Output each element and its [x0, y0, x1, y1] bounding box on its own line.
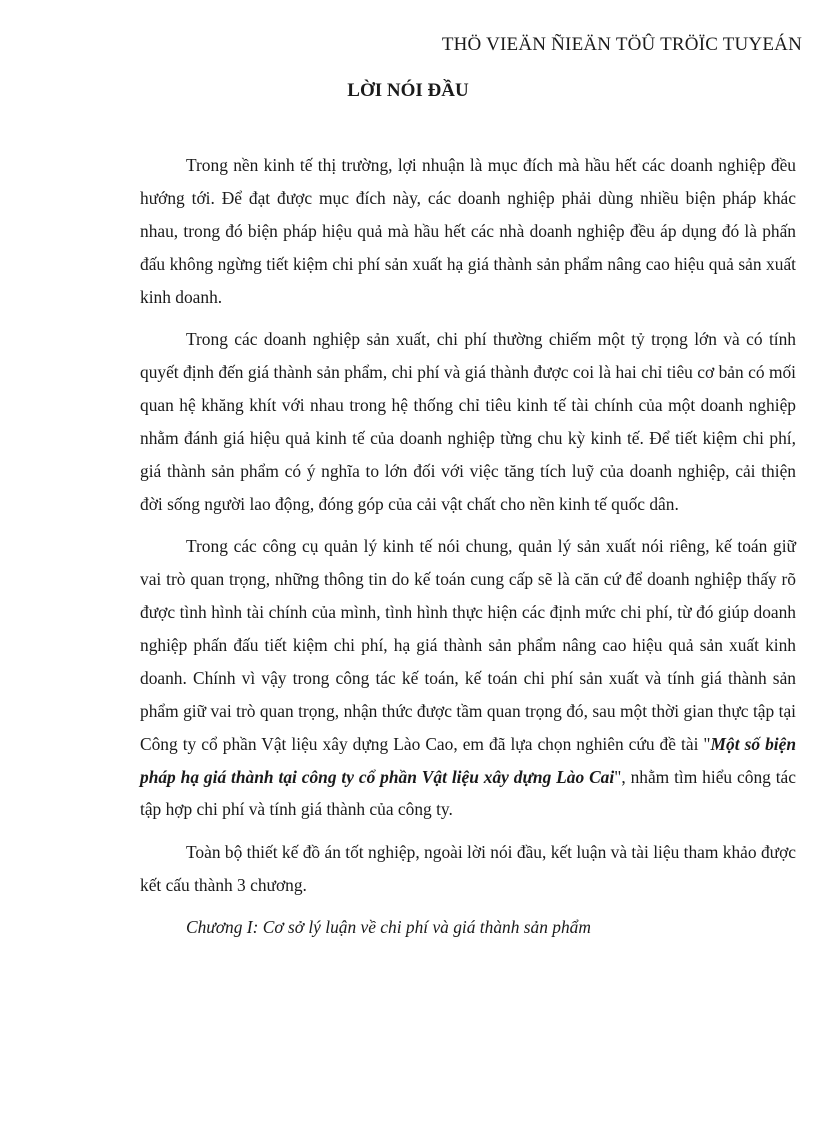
- paragraph-accounting-text: Trong các công cụ quản lý kinh tế nói chung, quản lý sản xuất nói riêng, kế toán giữ vai trò quan trọng, những thông tin do kế toán cung cấp sẽ là căn cứ để doanh nghiệp thấy rõ được tình hình tài chính của mình, tình hình thực hiện các định mức chi phí, từ đó giúp doanh nghiệp phấn đấu tiết kiệm chi phí, hạ giá thành sản phẩm nâng cao hiệu quả sản xuất kinh doanh. Chính vì vậy trong công tác kế toán, kế toán chi phí sản xuất và tính giá thành sản phẩm giữ vai trò quan trọng, nhận thức được tầm quan trọng đó, sau một thời gian thực tập tại Công ty cổ phần Vật liệu xây dựng Lào Cao, em đã lựa chọn nghiên cứu đề tài ": [140, 536, 796, 754]
- paragraph-structure: Toàn bộ thiết kế đồ án tốt nghiệp, ngoài lời nói đầu, kết luận và tài liệu tham khảo được kết cấu thành 3 chương.: [140, 841, 796, 895]
- thesis-topic: Một số biện pháp hạ giá thành tại công ty cổ phần Vật liệu xây dựng Lào Cai: [140, 733, 796, 787]
- body-text: [140, 149, 796, 954]
- paragraph-intro: Trong nền kinh tế thị trường, lợi nhuận là mục đích mà hầu hết các doanh nghiệp đều hướng tới. Để đạt được mục đích này, các doanh nghiệp phải dùng nhiều biện pháp khác nhau, trong đó biện pháp hiệu quả mà hầu hết các nhà doanh nghiệp đều áp dụng đó là phấn đấu không ngừng tiết kiệm chi phí sản xuất hạ giá thành sản phẩm nâng cao hiệu quả sản xuất kinh doanh.: [140, 155, 796, 307]
- paragraph-costs: Trong các doanh nghiệp sản xuất, chi phí thường chiếm một tỷ trọng lớn và có tính quyết định đến giá thành sản phẩm, chi phí và giá thành được coi là hai chỉ tiêu cơ bản có mối quan hệ khăng khít với nhau trong hệ thống chỉ tiêu kinh tế tài chính của một doanh nghiệp nhằm đánh giá hiệu quả kinh tế của doanh nghiệp từng chu kỳ kinh tế. Để tiết kiệm chi phí, giá thành sản phẩm có ý nghĩa to lớn đối với việc tăng tích luỹ của doanh nghiệp, cải thiện đời sống người lao động, đóng góp của cải vật chất cho nền kinh tế quốc dân.: [140, 329, 796, 514]
- chapter-heading: Chương I: Cơ sở lý luận về chi phí và giá thành sản phẩm: [186, 917, 591, 938]
- paragraph-accounting-tail: ", nhằm tìm hiểu công tác tập hợp chi phí và tính giá thành của công ty.: [140, 766, 796, 820]
- paragraph-accounting: [140, 530, 796, 826]
- page-title: LỜI NÓI ĐẦU: [347, 80, 469, 101]
- running-header: THÖ VIEÄN ÑIEÄN TÖÛ TRÖÏC TUYEÁN: [441, 34, 802, 55]
